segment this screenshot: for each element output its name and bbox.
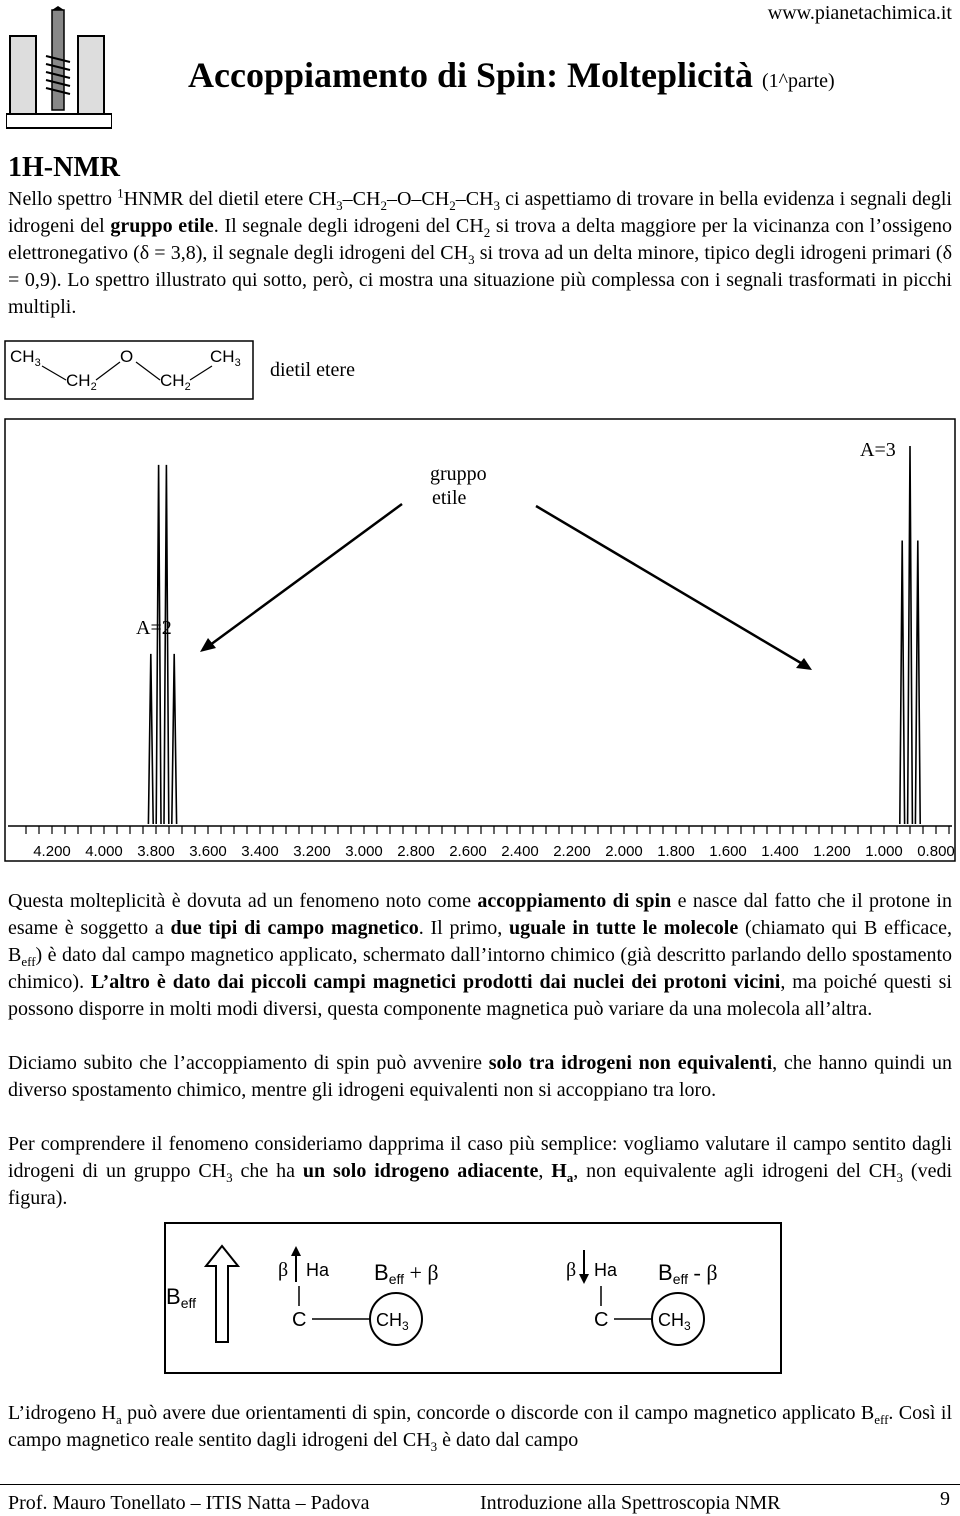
footer-rule [0,1484,960,1485]
body-paragraph-4: L’idrogeno $H_a$ può avere due orientamenti di spin, concorde o discorde con il campo magnetico applicato $B_{eff}$. Così il campo magnetico reale sentito dagli idrogeni del $CH_3$ è dato dal campo [8,1402,952,1454]
intro-paragraph: Nello spettro $^1$HNMR del dietil etere $CH_3-CH_2-O-CH_2-CH_3$ ci aspettiamo di trovare in bella evidenza i segnali degli idrogeni del gruppo etile. Il segnale degli idrogeni del $CH_2$ si trova a delta maggiore per la vicinanza con l’ossigeno elettronegativo (δ = 3,8), il segnale degli idrogeni del $CH_3$ si trova ad un delta minore, tipico degli idrogeni primari (δ = 0,9). Lo spettro illustrato qui sotto, però, ci mostra una situazione più complessa con i segnali trasformati in picchi multipli. [8,185,953,318]
body-paragraph-1: Questa molteplicità è dovuta ad un fenomeno noto come accoppiamento di spin e nasce dal fatto che il protone in esame è soggetto a due tipi di campo magnetico. Il primo, uguale in tutte le molecole (chiamato qui B efficace, $B_{eff}$) è dato dal campo magnetico applicato, schermato dall’intorno chimico (già descritto parlando dello spostamento chimico). L’altro è dato dai piccoli campi magnetici prodotti dai nuclei dei protoni vicini, ma poiché questi si possono disporre in molti modi diversi, questa componente magnetica può variare da una molecola all’altra. [8,890,952,1020]
ch3-right: $CH_3$ [210,347,241,369]
oxygen: O [120,347,134,366]
x-tick-label: 4.000 [85,843,123,860]
section-heading: 1H-NMR [8,152,120,183]
footer-page-number: 9 [940,1488,950,1510]
body-paragraph-2: Diciamo subito che l’accoppiamento di spin può avvenire solo tra idrogeni non equivalenti, che hanno quindi un diverso spostamento chimico, mentre gli idrogeni equivalenti non si accoppiano tra loro. [8,1052,952,1101]
area-right-label: A=3 [860,439,896,461]
ch3-left: $CH_3$ [10,347,41,369]
beff-minus-beta: Beff - β [658,1260,718,1287]
beff-plus-beta: Beff + β [374,1260,439,1287]
carbon-right: C [594,1309,609,1331]
x-tick-label: 1.800 [657,843,695,860]
beta-right: β [566,1259,577,1281]
ch2-right: $CH_2$ [160,371,191,393]
x-tick-label: 3.000 [345,843,383,860]
title-part: (1^parte) [762,70,835,92]
x-tick-label: 2.000 [605,843,643,860]
x-tick-label: 1.600 [709,843,747,860]
x-tick-label: 2.200 [553,843,591,860]
x-tick-label: 3.800 [137,843,175,860]
ha-left: Ha [306,1260,330,1280]
x-tick-label: 3.200 [293,843,331,860]
page-title [188,54,835,96]
molecule-diagram [4,340,394,404]
footer-author: Prof. Mauro Tonellato – ITIS Natta – Padova [8,1492,370,1514]
x-tick-label: 0.800 [917,843,955,860]
x-tick-label: 2.400 [501,843,539,860]
nmr-spectrum-chart [4,418,956,864]
beff-label: Beff [166,1284,196,1311]
x-tick-label: 1.000 [865,843,903,860]
x-tick-label: 1.400 [761,843,799,860]
spin-figure [164,1222,784,1376]
ch3-left-label: $CH_3$ [376,1310,409,1333]
website-url: www.pianetachimica.it [767,2,952,24]
x-tick-label: 4.200 [33,843,71,860]
beta-left: β [278,1259,289,1281]
figure-frame [165,1223,781,1373]
group-label-2: etile [432,487,467,509]
ha-right: Ha [594,1260,618,1280]
x-tick-label: 3.400 [241,843,279,860]
x-tick-label: 3.600 [189,843,227,860]
footer-course: Introduzione alla Spettroscopia NMR [480,1492,781,1514]
group-label-1: gruppo [430,463,487,485]
area-left-label: A=2 [136,617,172,639]
body-paragraph-3: Per comprendere il fenomeno consideriamo dapprima il caso più semplice: vogliamo valutare il campo sentito dagli idrogeni di un gruppo $CH_3$ che ha un solo idrogeno adiacente, $H_a$, non equivalente agli idrogeni del $CH_3$ (vedi figura). [8,1133,953,1209]
x-tick-label: 1.200 [813,843,851,860]
carbon-left: C [292,1309,307,1331]
x-tick-label: 2.600 [449,843,487,860]
ch3-right-label: $CH_3$ [658,1310,691,1333]
title-text: Accoppiamento di Spin: Molteplicità [188,55,753,95]
chart-frame [5,419,955,861]
x-tick-label: 2.800 [397,843,435,860]
molecule-name: dietil etere [270,359,355,381]
ch2-left: $CH_2$ [66,371,97,393]
nmr-logo [6,6,112,132]
